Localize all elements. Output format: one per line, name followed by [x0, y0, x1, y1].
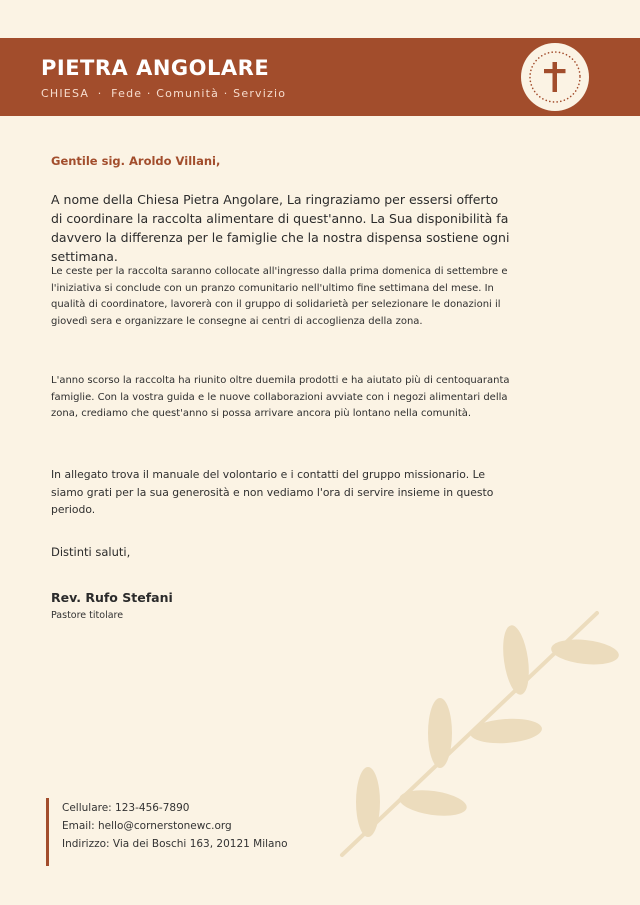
contact-address: Indirizzo: Via dei Boschi 163, 20121 Milano [62, 838, 288, 850]
cross-icon [520, 42, 590, 112]
olive-branch-icon [330, 605, 640, 865]
letterhead-header [0, 38, 640, 116]
letter-greeting: Gentile sig. Aroldo Villani, [51, 154, 221, 168]
tagline-prefix: CHIESA [41, 87, 90, 100]
letter-lead-paragraph: A nome della Chiesa Pietra Angolare, La ringraziamo per essersi offerto di coordinare la raccolta alimentare di quest'anno. La Sua disponibilità fa davvero la differenza per le famiglie che la nostra dispensa sostiene ogni settimana. [51, 192, 510, 264]
tagline [41, 87, 286, 100]
tagline-values: Fede · Comunità · Servizio [111, 87, 287, 100]
contact-phone: Cellulare: 123-456-7890 [62, 802, 190, 814]
letter-closing: Distinti saluti, [51, 545, 131, 559]
signer-name: Rev. Rufo Stefani [51, 590, 173, 605]
letter-paragraph-1: Le ceste per la raccolta saranno collocate all'ingresso dalla prima domenica di settembre e l'iniziativa si conclude con un pranzo comunitario nell'ultimo fine settimana del mese. In qualità di coordinatore, lavorerà con il gruppo di solidarietà per selezionare le donazioni il giovedì sera e organizzare le consegne ai centri di accoglienza della zona. [51, 266, 508, 327]
contact-email: Email: hello@cornerstonewc.org [62, 820, 232, 832]
contact-accent-bar [46, 798, 49, 866]
letter-paragraph-3: In allegato trova il manuale del volontario e i contatti del gruppo missionario. Le siamo grati per la sua generosità e non vediamo l'ora di servire insieme in questo periodo. [51, 468, 494, 516]
letter-paragraph-2: L'anno scorso la raccolta ha riunito oltre duemila prodotti e ha aiutato più di centoquaranta famiglie. Con la vostra guida e le nuove collaborazioni avviate con i negozi alimentari della zona, crediamo che quest'anno si possa arrivare ancora più lontano nella comunità. [51, 375, 510, 419]
signer-role: Pastore titolare [51, 610, 124, 621]
tagline-separator: · [97, 87, 103, 100]
organization-name: PIETRA ANGOLARE [41, 56, 270, 80]
